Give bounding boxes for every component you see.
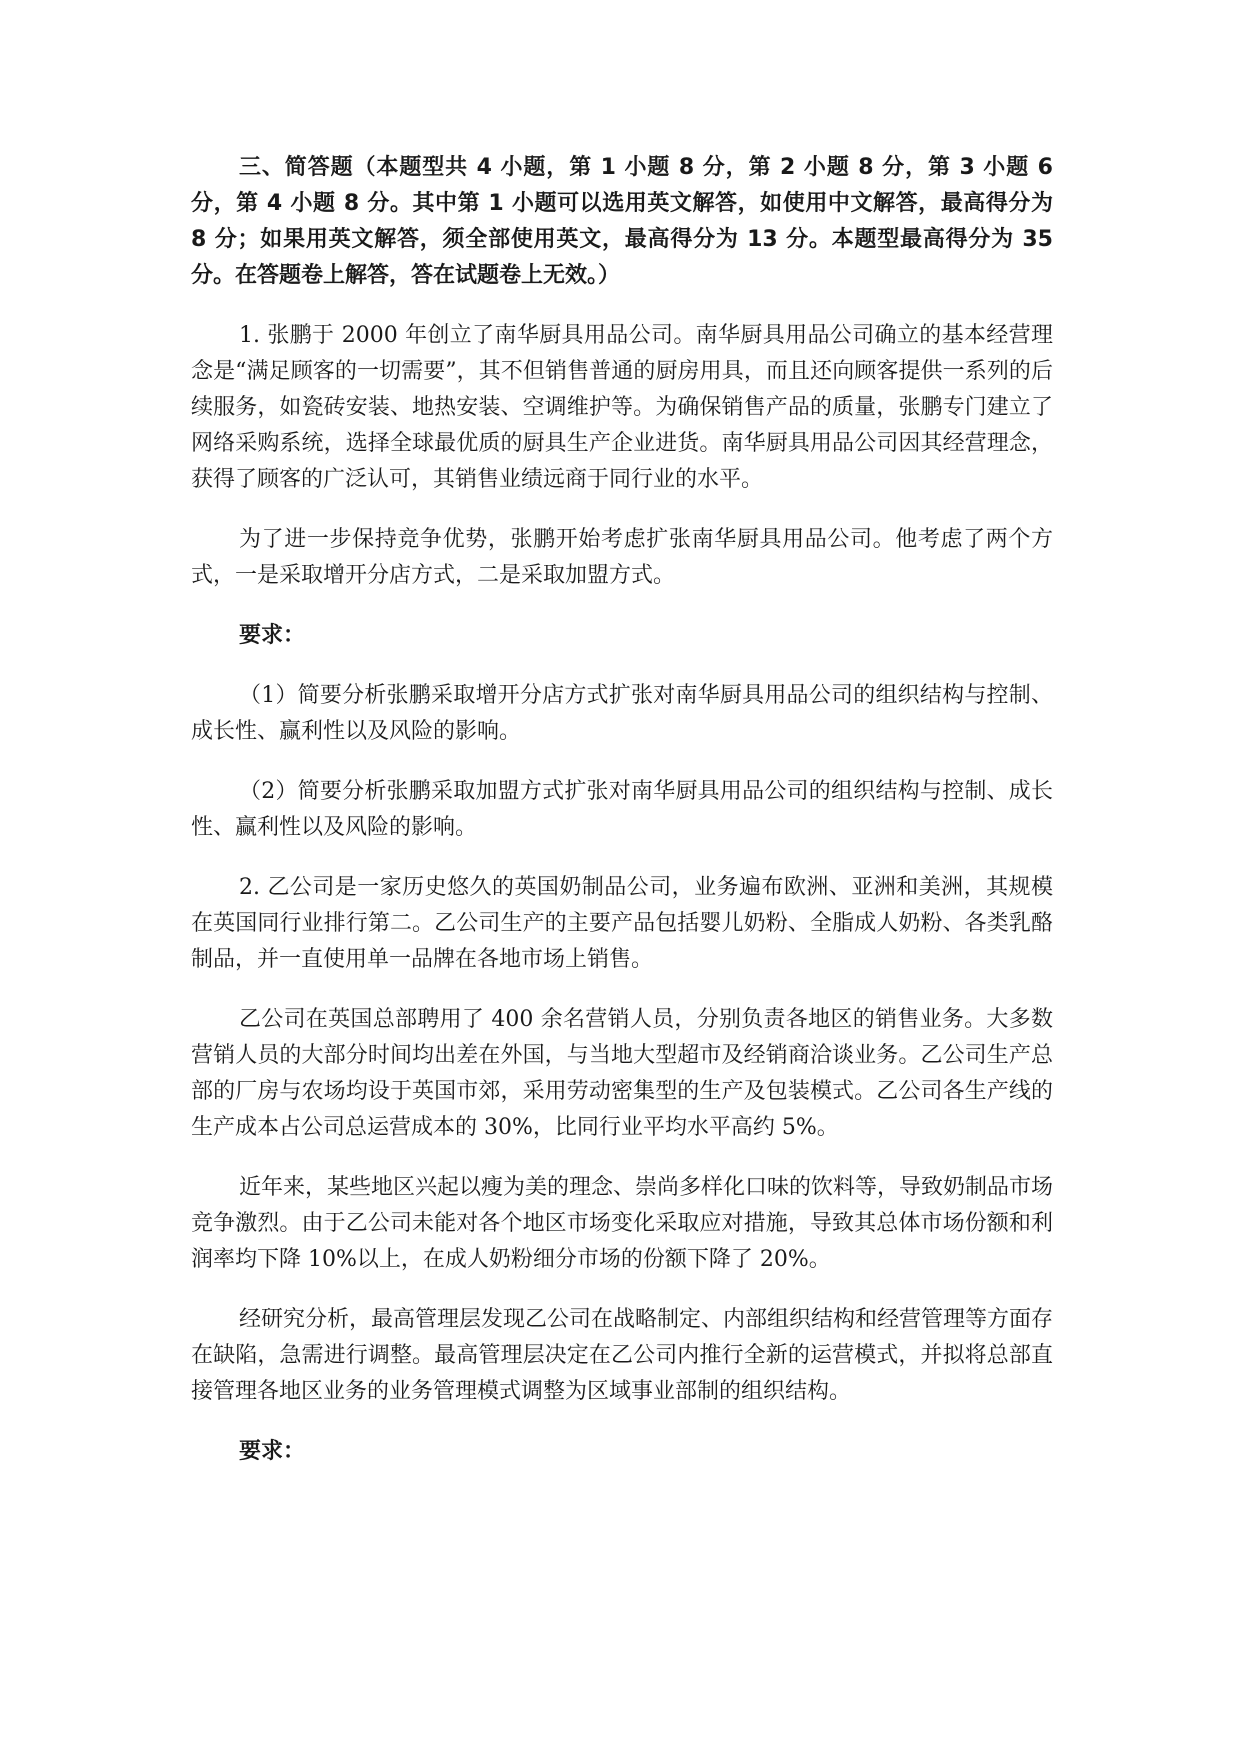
q2-requirements-label: 要求：	[239, 1439, 306, 1464]
q2-paragraph-4: 经研究分析，最高管理层发现乙公司在战略制定、内部组织结构和经营管理等方面存在缺陷，急需进行调整。最高管理层决定在乙公司内推行全新的运营模式，并拟将总部直接管理各地区业务的业务管理模式调整为区域事业部制的组织结构。	[191, 1307, 1054, 1404]
exam-page	[191, 150, 1053, 1494]
q1-requirements-label: 要求：	[239, 623, 306, 648]
q1-paragraph-1: 1. 张鹏于 2000 年创立了南华厨具用品公司。南华厨具用品公司确立的基本经营理念是“满足顾客的一切需要”，其不但销售普通的厨房用具，而且还向顾客提供一系列的后续服务，如瓷砖安装、地热安装、空调维护等。为确保销售产品的质量，张鹏专门建立了网络采购系统，选择全球最优质的厨具生产企业进货。南华厨具用品公司因其经营理念，获得了顾客的广泛认可，其销售业绩远商于同行业的水平。	[191, 323, 1053, 492]
q1-subquestion-1: （1）简要分析张鹏采取增开分店方式扩张对南华厨具用品公司的组织结构与控制、成长性、赢利性以及风险的影响。	[191, 683, 1053, 744]
q1-subquestion-2: （2）简要分析张鹏采取加盟方式扩张对南华厨具用品公司的组织结构与控制、成长性、赢利性以及风险的影响。	[191, 779, 1053, 840]
q2-paragraph-2: 乙公司在英国总部聘用了 400 余名营销人员，分别负责各地区的销售业务。大多数营销人员的大部分时间均出差在外国，与当地大型超市及经销商洽谈业务。乙公司生产总部的厂房与农场均设于英国市郊，采用劳动密集型的生产及包装模式。乙公司各生产线的生产成本占公司总运营成本的 30%，比同行业平均水平高约 5%。	[191, 1007, 1053, 1140]
q2-paragraph-1: 2. 乙公司是一家历史悠久的英国奶制品公司，业务遍布欧洲、亚洲和美洲，其规模在英国同行业排行第二。乙公司生产的主要产品包括婴儿奶粉、全脂成人奶粉、各类乳酪制品，并一直使用单一品牌在各地市场上销售。	[191, 875, 1053, 972]
section-heading: 三、简答题（本题型共 4 小题，第 1 小题 8 分，第 2 小题 8 分，第 3 小题 6 分，第 4 小题 8 分。其中第 1 小题可以选用英文解答，如使用中文解答，最高得分为 8 分；如果用英文解答，须全部使用英文，最高得分为 13 分。本题型最高得分为 35 分。在答题卷上解答，答在试题卷上无效。）	[191, 155, 1053, 288]
q1-paragraph-2: 为了进一步保持竞争优势，张鹏开始考虑扩张南华厨具用品公司。他考虑了两个方式，一是采取增开分店方式，二是采取加盟方式。	[191, 527, 1053, 588]
q2-paragraph-3: 近年来，某些地区兴起以瘦为美的理念、崇尚多样化口味的饮料等，导致奶制品市场竞争激烈。由于乙公司未能对各个地区市场变化采取应对措施，导致其总体市场份额和利润率均下降 10%以上，在成人奶粉细分市场的份额下降了 20%。	[191, 1175, 1054, 1272]
